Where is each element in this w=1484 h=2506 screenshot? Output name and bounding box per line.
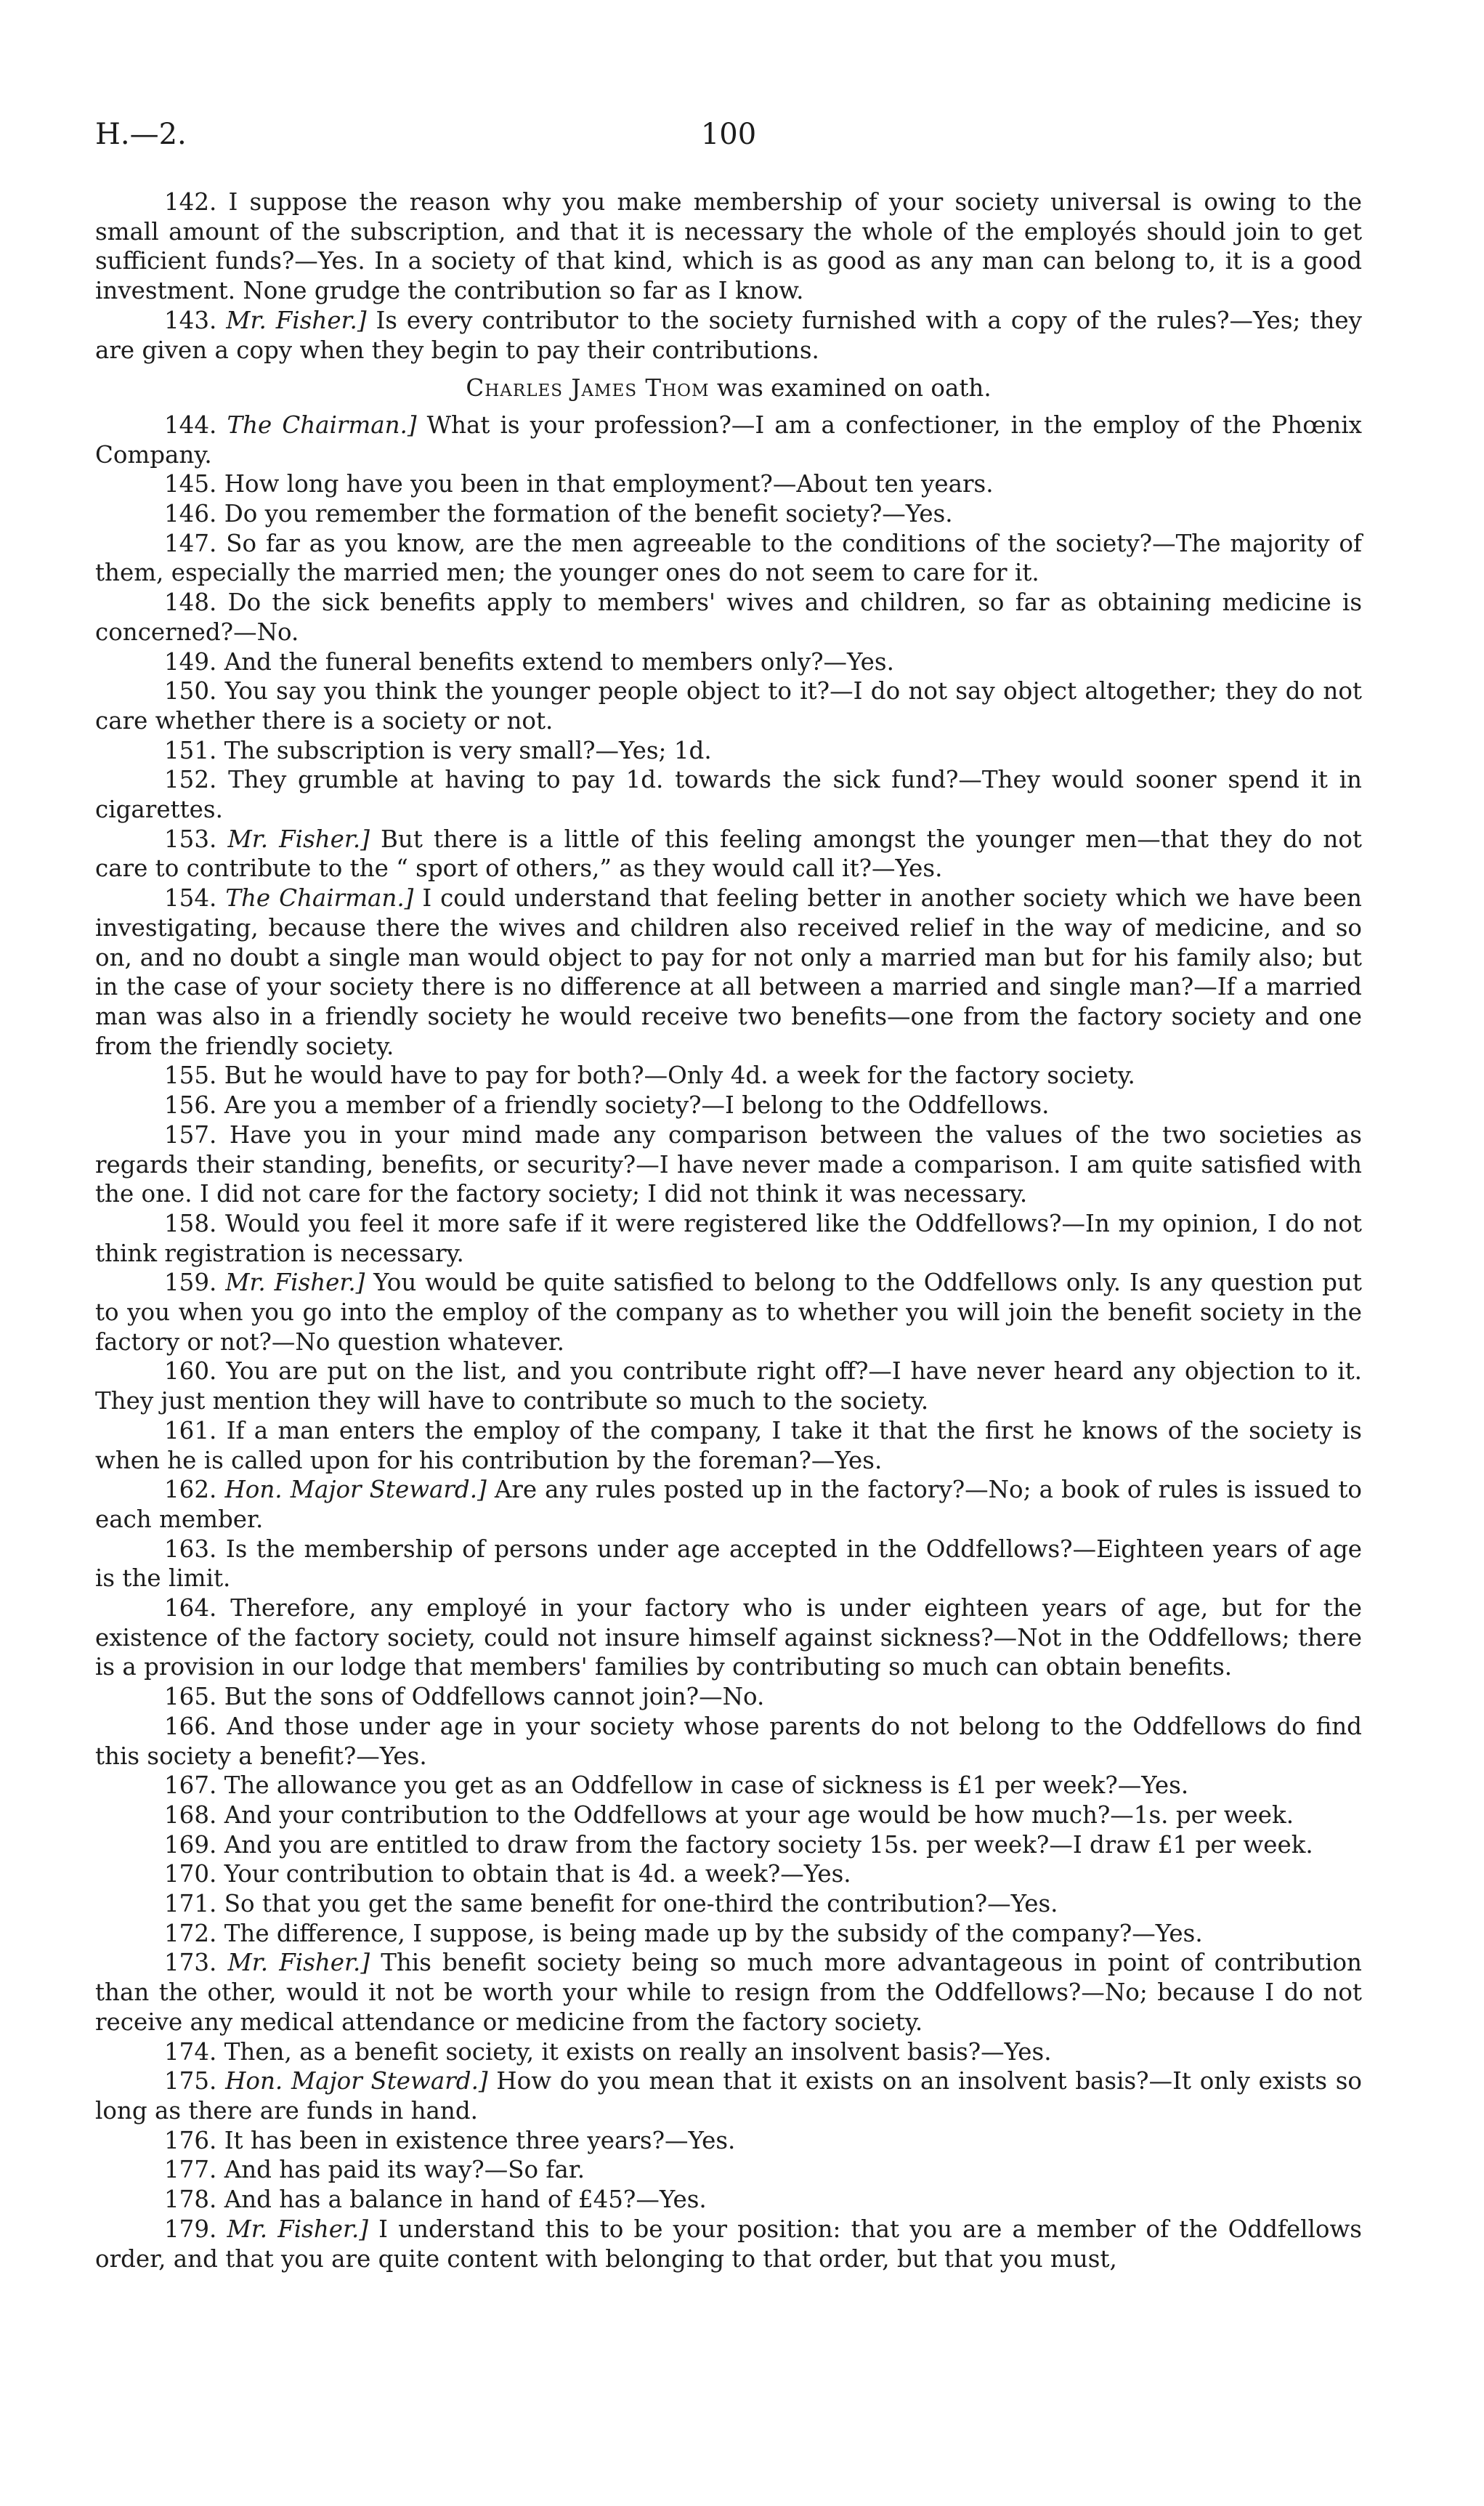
question-paragraph	[95, 1800, 1362, 1830]
question-paragraph	[95, 306, 1362, 365]
question-text: But there is a little of this feeling amongst the younger men—that they do not care to contribute to the “ sport of others,” as they would call it?—Yes.	[95, 825, 1362, 883]
question-paragraph	[95, 1682, 1362, 1712]
speaker-name: Hon. Major Steward.]	[224, 1476, 487, 1504]
testimony-block-thom	[95, 411, 1362, 2273]
question-text: Therefore, any employé in your factory who is under eighteen years of age, but for the existence of the factory society, could not insure himself against sickness?—Not in the Oddfellows; there is a provision in our lodge that members' families by contributing so much can obtain benefits.	[95, 1594, 1362, 1681]
question-text: But he would have to pay for both?—Only 4d. a week for the factory society.	[224, 1062, 1135, 1090]
question-text: This benefit society being so much more advantageous in point of contribution than the other, would it not be worth your while to resign from the Oddfellows?—No; because I do not receive any medical attendance or medicine from the factory society.	[95, 1949, 1362, 2036]
question-number: 143.	[164, 306, 217, 334]
testimony-block-previous-witness	[95, 187, 1362, 365]
question-paragraph	[95, 2037, 1362, 2067]
question-paragraph	[95, 825, 1362, 884]
question-number: 173.	[164, 1949, 217, 1977]
question-paragraph	[95, 2126, 1362, 2156]
question-text: Is the membership of persons under age accepted in the Oddfellows?—Eighteen years of age is the limit.	[95, 1535, 1362, 1593]
question-paragraph	[95, 1475, 1362, 1534]
question-paragraph	[95, 469, 1362, 499]
question-paragraph	[95, 499, 1362, 529]
question-text: Is every contributor to the society furnished with a copy of the rules?—Yes; they are given a copy when they begin to pay their contributions.	[95, 306, 1362, 364]
question-number: 179.	[164, 2215, 217, 2243]
question-paragraph	[95, 1120, 1362, 1209]
question-paragraph	[95, 765, 1362, 824]
speaker-name: Mr. Fisher.]	[227, 825, 370, 853]
question-number: 176.	[164, 2126, 217, 2154]
witness-heading	[95, 373, 1362, 403]
speaker-name: Mr. Fisher.]	[225, 1269, 365, 1297]
question-number: 147.	[164, 529, 217, 557]
question-number: 164.	[164, 1594, 217, 1622]
question-text: What is your profession?—I am a confectioner, in the employ of the Phœnix Company.	[95, 411, 1362, 469]
document-body	[95, 187, 1362, 2273]
question-paragraph	[95, 1535, 1362, 1593]
page-header	[95, 118, 1362, 161]
speaker-name: The Chairman.]	[227, 411, 417, 439]
question-number: 171.	[164, 1890, 217, 1918]
question-number: 157.	[164, 1120, 217, 1149]
question-paragraph	[95, 588, 1362, 647]
question-number: 174.	[164, 2037, 217, 2066]
question-text: And you are entitled to draw from the factory society 15s. per week?—I draw £1 per week.	[224, 1830, 1313, 1859]
question-text: And the funeral benefits extend to members only?—Yes.	[224, 647, 894, 676]
question-text: I understand this to be your position: that you are a member of the Oddfellows order, and that you are quite content with belonging to that order, but that you must,	[95, 2215, 1362, 2273]
question-text: I could understand that feeling better in another society which we have been investigating, because there the wives and children also received relief in the way of medicine, and so on, and no doubt a single man would object to pay for not only a married man but for his family also; but in the case of your society there is no difference at all between a married and single man?—If a married man was also in a friendly society he would receive two benefits—one from the factory society and one from the friendly society.	[95, 884, 1362, 1060]
question-number: 151.	[164, 736, 217, 764]
question-paragraph	[95, 1091, 1362, 1120]
question-paragraph	[95, 1859, 1362, 1889]
question-text: The allowance you get as an Oddfellow in case of sickness is £1 per week?—Yes.	[224, 1771, 1189, 1800]
question-paragraph	[95, 1771, 1362, 1800]
question-text: Your contribution to obtain that is 4d. a week?—Yes.	[224, 1860, 851, 1888]
question-number: 148.	[164, 589, 217, 617]
speaker-name: Mr. Fisher.]	[227, 2215, 368, 2243]
speaker-name: The Chairman.]	[225, 884, 414, 913]
question-number: 163.	[164, 1535, 217, 1563]
question-number: 169.	[164, 1830, 217, 1859]
question-text: Do the sick benefits apply to members' wives and children, so far as obtaining medicine is concerned?—No.	[95, 589, 1362, 646]
question-paragraph	[95, 1830, 1362, 1860]
question-text: And has a balance in hand of £45?—Yes.	[224, 2186, 707, 2214]
question-number: 160.	[164, 1357, 217, 1386]
question-number: 154.	[164, 884, 217, 913]
question-text: And those under age in your society whose parents do not belong to the Oddfellows do find this society a benefit?—Yes.	[95, 1712, 1362, 1770]
question-paragraph	[95, 2215, 1362, 2273]
question-number: 150.	[164, 677, 217, 706]
question-text: If a man enters the employ of the company, I take it that the first he knows of the society is when he is called upon for his contribution by the foreman?—Yes.	[95, 1416, 1362, 1474]
question-text: Have you in your mind made any comparison between the values of the two societies as regards their standing, benefits, or security?—I have never made a comparison. I am quite satisfied with the one. I did not care for the factory society; I did not think it was necessary.	[95, 1120, 1362, 1208]
question-text: Then, as a benefit society, it exists on really an insolvent basis?—Yes.	[224, 2037, 1052, 2066]
speaker-name: Mr. Fisher.]	[226, 306, 367, 334]
question-number: 152.	[164, 766, 217, 794]
question-text: Would you feel it more safe if it were registered like the Oddfellows?—In my opinion, I do not think registration is necessary.	[95, 1209, 1362, 1267]
question-number: 175.	[164, 2067, 217, 2095]
question-text: Are you a member of a friendly society?—I belong to the Oddfellows.	[224, 1091, 1050, 1120]
question-text: You say you think the younger people object to it?—I do not say object altogether; they do not care whether there is a society or not.	[95, 677, 1362, 735]
question-number: 145.	[164, 470, 217, 498]
question-number: 166.	[164, 1712, 217, 1740]
question-number: 170.	[164, 1860, 217, 1888]
question-paragraph	[95, 1593, 1362, 1682]
question-number: 158.	[164, 1209, 217, 1237]
question-text: Are any rules posted up in the factory?—No; a book of rules is issued to each member.	[95, 1476, 1362, 1533]
question-text: How do you mean that it exists on an insolvent basis?—It only exists so long as there are funds in hand.	[95, 2067, 1362, 2125]
question-paragraph	[95, 1948, 1362, 2037]
question-number: 156.	[164, 1091, 217, 1120]
question-number: 167.	[164, 1771, 217, 1800]
question-text: You would be quite satisfied to belong to the Oddfellows only. Is any question put to you when you go into the employ of the company as to whether you will join the benefit society in the factory or not?—No question whatever.	[95, 1269, 1362, 1356]
question-paragraph	[95, 411, 1362, 469]
question-paragraph	[95, 1061, 1362, 1091]
question-text: Do you remember the formation of the benefit society?—Yes.	[224, 500, 953, 528]
question-paragraph	[95, 1919, 1362, 1949]
question-number: 144.	[164, 411, 217, 439]
question-paragraph	[95, 187, 1362, 306]
question-paragraph	[95, 1416, 1362, 1475]
witness-name: Charles James Thom	[466, 374, 710, 403]
question-paragraph	[95, 1712, 1362, 1771]
question-number: 177.	[164, 2156, 217, 2184]
parliamentary-paper-reference: H.—2.	[95, 118, 187, 151]
question-text: You are put on the list, and you contribute right off?—I have never heard any objection to it. They just mention they will have to contribute so much to the society.	[95, 1357, 1362, 1415]
question-paragraph	[95, 2185, 1362, 2215]
question-number: 142.	[164, 188, 217, 216]
question-paragraph	[95, 1268, 1362, 1357]
question-number: 162.	[164, 1476, 217, 1504]
question-text: I suppose the reason why you make membership of your society universal is owing to the small amount of the subscription, and that it is necessary the whole of the employés should join to get sufficient funds?—Yes. In a society of that kind, which is as good as any man can belong to, it is a good investment. None grudge the contribution so far as I know.	[95, 188, 1362, 305]
question-number: 149.	[164, 647, 217, 676]
question-text: And your contribution to the Oddfellows at your age would be how much?—1s. per week.	[224, 1800, 1294, 1829]
speaker-name: Hon. Major Steward.]	[225, 2067, 488, 2095]
question-paragraph	[95, 884, 1362, 1061]
question-text: The subscription is very small?—Yes; 1d.	[224, 736, 712, 764]
question-text: How long have you been in that employment?—About ten years.	[224, 470, 994, 498]
question-number: 155.	[164, 1062, 217, 1090]
question-number: 172.	[164, 1919, 217, 1947]
question-paragraph	[95, 647, 1362, 677]
question-text: It has been in existence three years?—Yes.	[224, 2126, 736, 2154]
question-paragraph	[95, 676, 1362, 735]
speaker-name: Mr. Fisher.]	[227, 1949, 370, 1977]
witness-heading-suffix: was examined on oath.	[716, 374, 992, 403]
question-text: And has paid its way?—So far.	[224, 2156, 585, 2184]
question-paragraph	[95, 1209, 1362, 1268]
question-number: 168.	[164, 1800, 217, 1829]
question-text: But the sons of Oddfellows cannot join?—No.	[224, 1683, 765, 1711]
question-paragraph	[95, 736, 1362, 766]
question-paragraph	[95, 1357, 1362, 1415]
question-text: So that you get the same benefit for one-third the contribution?—Yes.	[224, 1890, 1058, 1918]
question-number: 159.	[164, 1269, 217, 1297]
question-number: 165.	[164, 1683, 217, 1711]
question-paragraph	[95, 2155, 1362, 2185]
page-number: 100	[700, 118, 757, 151]
question-paragraph	[95, 2066, 1362, 2125]
question-paragraph	[95, 1889, 1362, 1919]
question-text: The difference, I suppose, is being made up by the subsidy of the company?—Yes.	[224, 1919, 1203, 1947]
question-number: 161.	[164, 1416, 217, 1444]
question-number: 146.	[164, 500, 217, 528]
question-number: 178.	[164, 2186, 217, 2214]
question-text: So far as you know, are the men agreeable to the conditions of the society?—The majority of them, especially the married men; the younger ones do not seem to care for it.	[95, 529, 1362, 587]
question-text: They grumble at having to pay 1d. towards the sick fund?—They would sooner spend it in cigarettes.	[95, 766, 1362, 824]
question-paragraph	[95, 529, 1362, 588]
question-number: 153.	[164, 825, 217, 853]
